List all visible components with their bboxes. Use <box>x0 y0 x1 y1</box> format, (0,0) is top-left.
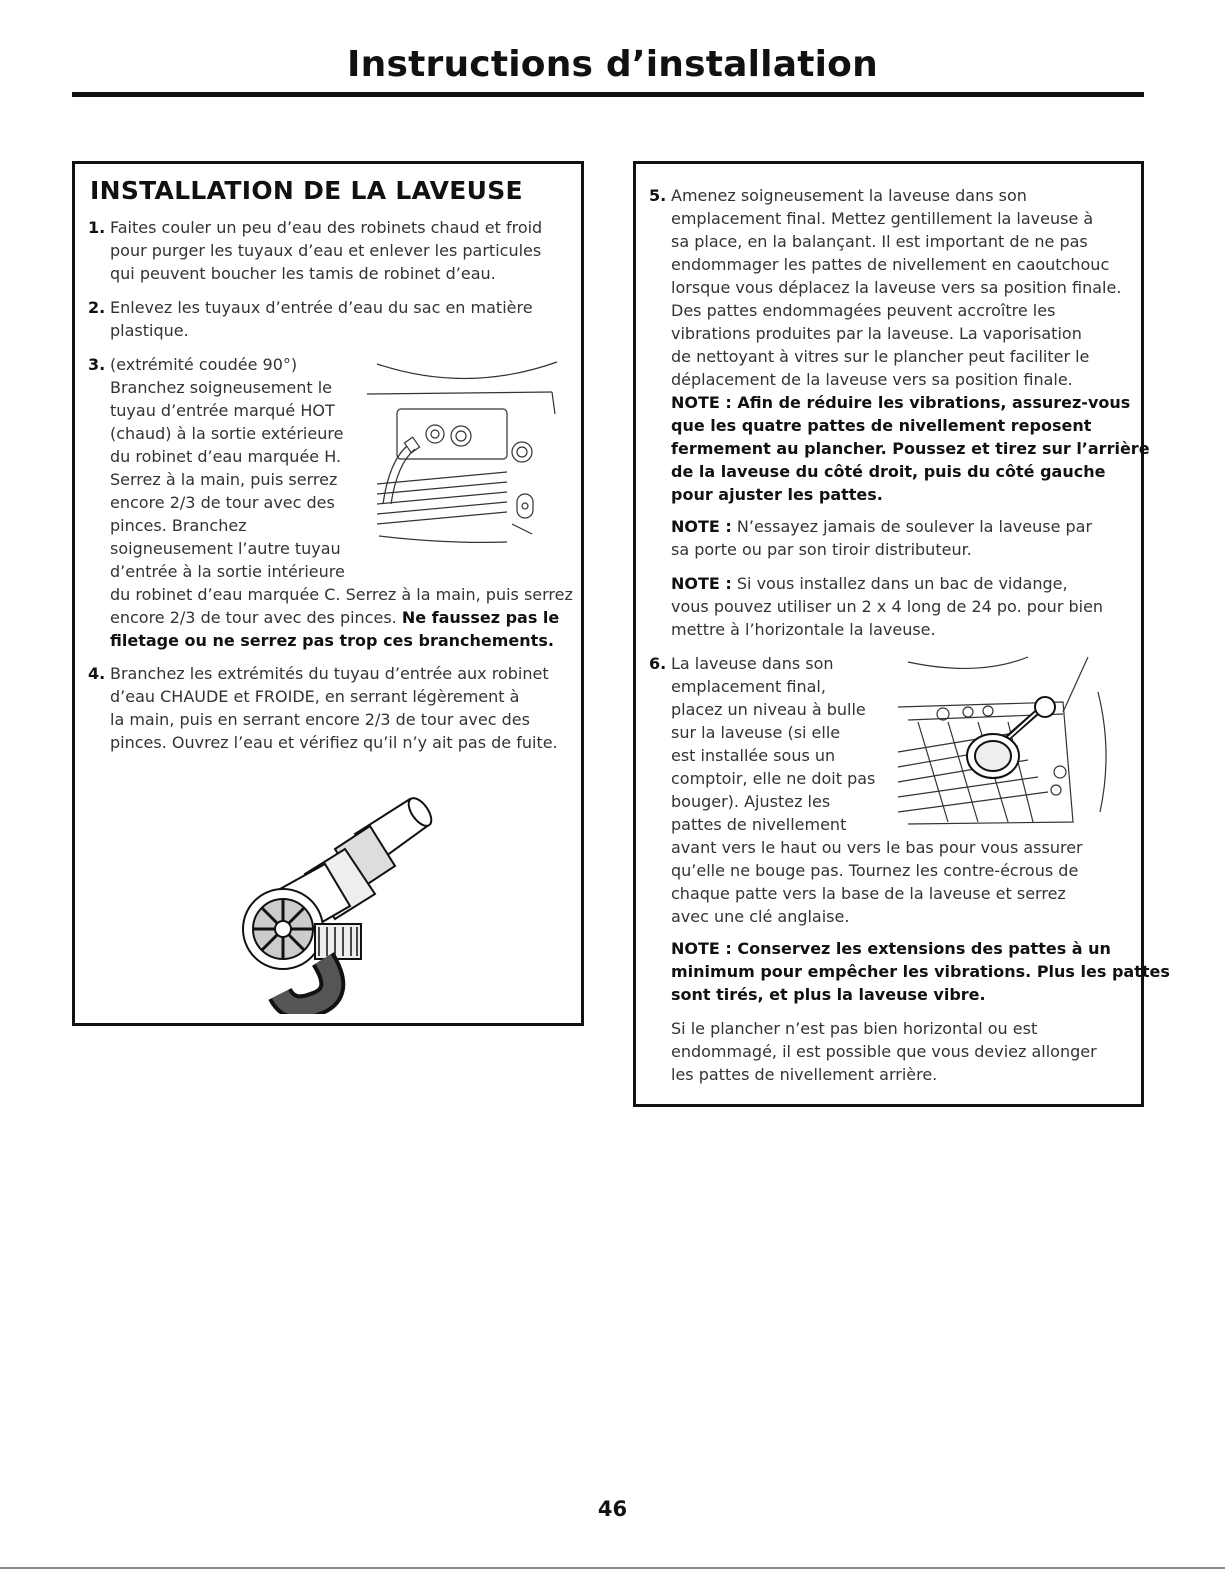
step-text: pinces. Ouvrez l’eau et vérifiez qu’il n’y ait pas de fuite. <box>110 733 558 752</box>
note-bold: fermement au plancher. Poussez et tirez sur l’arrière <box>671 439 1150 458</box>
note-label: NOTE : <box>671 574 732 593</box>
step-text: du robinet d’eau marquée C. Serrez à la main, puis serrez <box>110 585 573 604</box>
faucet-illustration <box>235 794 445 1014</box>
step-text: Branchez les extrémités du tuyau d’entrée aux robinet <box>110 664 549 683</box>
note-drain-pan <box>671 572 1131 641</box>
step-text: encore 2/3 de tour avec des pinces. <box>110 608 397 627</box>
step-text: endommagé, il est possible que vous deviez allonger <box>671 1042 1097 1061</box>
note-bold: NOTE : Afin de réduire les vibrations, assurez-vous <box>671 393 1131 412</box>
step-text: Si le plancher n’est pas bien horizontal ou est <box>671 1019 1038 1038</box>
step-text: comptoir, elle ne doit pas <box>671 769 876 788</box>
step-text: Faites couler un peu d’eau des robinets chaud et froid <box>110 218 543 237</box>
step-text: vibrations produites par la laveuse. La vaporisation <box>671 324 1082 343</box>
note-bold: que les quatre pattes de nivellement reposent <box>671 416 1092 435</box>
step-text: est installée sous un <box>671 746 836 765</box>
step-text: qu’elle ne bouge pas. Tournez les contre-écrous de <box>671 861 1079 880</box>
step-text: chaque patte vers la base de la laveuse et serrez <box>671 884 1066 903</box>
step-text: du robinet d’eau marquée H. <box>110 447 342 466</box>
step-text: Des pattes endommagées peuvent accroître les <box>671 301 1056 320</box>
step-text: déplacement de la laveuse vers sa position finale. <box>671 370 1073 389</box>
note-text: N’essayez jamais de soulever la laveuse par <box>731 517 1093 536</box>
step-text: plastique. <box>110 321 189 340</box>
step-number: 4. <box>88 664 106 683</box>
note-extensions <box>671 937 1170 1006</box>
step-number: 5. <box>649 186 667 205</box>
step-text: Enlevez les tuyaux d’entrée d’eau du sac en matière <box>110 298 533 317</box>
step-text: encore 2/3 de tour avec des <box>110 493 335 512</box>
step-text: Serrez à la main, puis serrez <box>110 470 338 489</box>
step-text: de nettoyant à vitres sur le plancher peut faciliter le <box>671 347 1090 366</box>
note-text: Si vous installez dans un bac de vidange, <box>731 574 1068 593</box>
warning-text: Ne faussez pas le <box>401 608 560 627</box>
step-text: emplacement final, <box>671 677 826 696</box>
note-label: NOTE : <box>671 517 732 536</box>
note-text: sa porte ou par son tiroir distributeur. <box>671 540 972 559</box>
note-lifting <box>671 515 1131 561</box>
instructions-continued-box <box>633 161 1170 1107</box>
step-text: placez un niveau à bulle <box>671 700 866 719</box>
step-text: les pattes de nivellement arrière. <box>671 1065 938 1084</box>
note-bold: sont tirés, et plus la laveuse vibre. <box>671 985 986 1004</box>
step-number: 2. <box>88 298 106 317</box>
page-number: 46 <box>597 1497 628 1521</box>
step-text: avec une clé anglaise. <box>671 907 850 926</box>
section-heading: INSTALLATION DE LA LAVEUSE <box>90 176 523 205</box>
step-number: 6. <box>649 654 667 673</box>
step-text: sur la laveuse (si elle <box>671 723 841 742</box>
step-text: pinces. Branchez <box>110 516 247 535</box>
note-bold: minimum pour empêcher les vibrations. Plus les pattes <box>671 962 1170 981</box>
step-text: (chaud) à la sortie extérieure <box>110 424 344 443</box>
step-text: La laveuse dans son <box>671 654 834 673</box>
step-text: pattes de nivellement <box>671 815 847 834</box>
note-bold: de la laveuse du côté droit, puis du côté gauche <box>671 462 1106 481</box>
step-text: lorsque vous déplacez la laveuse vers sa position finale. <box>671 278 1122 297</box>
title-rule <box>72 92 1144 97</box>
step-text: (extrémité coudée 90°) <box>110 355 298 374</box>
leveling-foot-illustration <box>888 652 1110 837</box>
note-bold: NOTE : Conservez les extensions des pattes à un <box>671 939 1111 958</box>
step-text: bouger). Ajustez les <box>671 792 831 811</box>
warning-text: filetage ou ne serrez pas trop ces branchements. <box>110 631 554 650</box>
step-text: avant vers le haut ou vers le bas pour vous assurer <box>671 838 1083 857</box>
step-text: qui peuvent boucher les tamis de robinet d’eau. <box>110 264 496 283</box>
note-text: mettre à l’horizontale la laveuse. <box>671 620 936 639</box>
step-text: emplacement final. Mettez gentillement la laveuse à <box>671 209 1094 228</box>
step-text: sa place, en la balançant. Il est important de ne pas <box>671 232 1088 251</box>
note-text: vous pouvez utiliser un 2 x 4 long de 24 po. pour bien <box>671 597 1104 616</box>
note-bold: pour ajuster les pattes. <box>671 485 883 504</box>
step-text: pour purger les tuyaux d’eau et enlever les particules <box>110 241 542 260</box>
installation-box <box>72 161 584 1026</box>
bottom-rule <box>0 1567 1225 1569</box>
step-text: d’entrée à la sortie intérieure <box>110 562 345 581</box>
step-text: Amenez soigneusement la laveuse dans son <box>671 186 1027 205</box>
page-title: Instructions d’installation <box>347 44 878 85</box>
step-text: tuyau d’entrée marqué HOT <box>110 401 335 420</box>
step-text: soigneusement l’autre tuyau <box>110 539 341 558</box>
floor-leveling-text <box>671 1017 1141 1086</box>
step-number: 1. <box>88 218 106 237</box>
step-number: 3. <box>88 355 106 374</box>
hose-connection-illustration <box>357 354 562 554</box>
step-text: Branchez soigneusement le <box>110 378 333 397</box>
step-text: endommager les pattes de nivellement en caoutchouc <box>671 255 1110 274</box>
step-text: d’eau CHAUDE et FROIDE, en serrant légèrement à <box>110 687 520 706</box>
step-text: la main, puis en serrant encore 2/3 de tour avec des <box>110 710 530 729</box>
